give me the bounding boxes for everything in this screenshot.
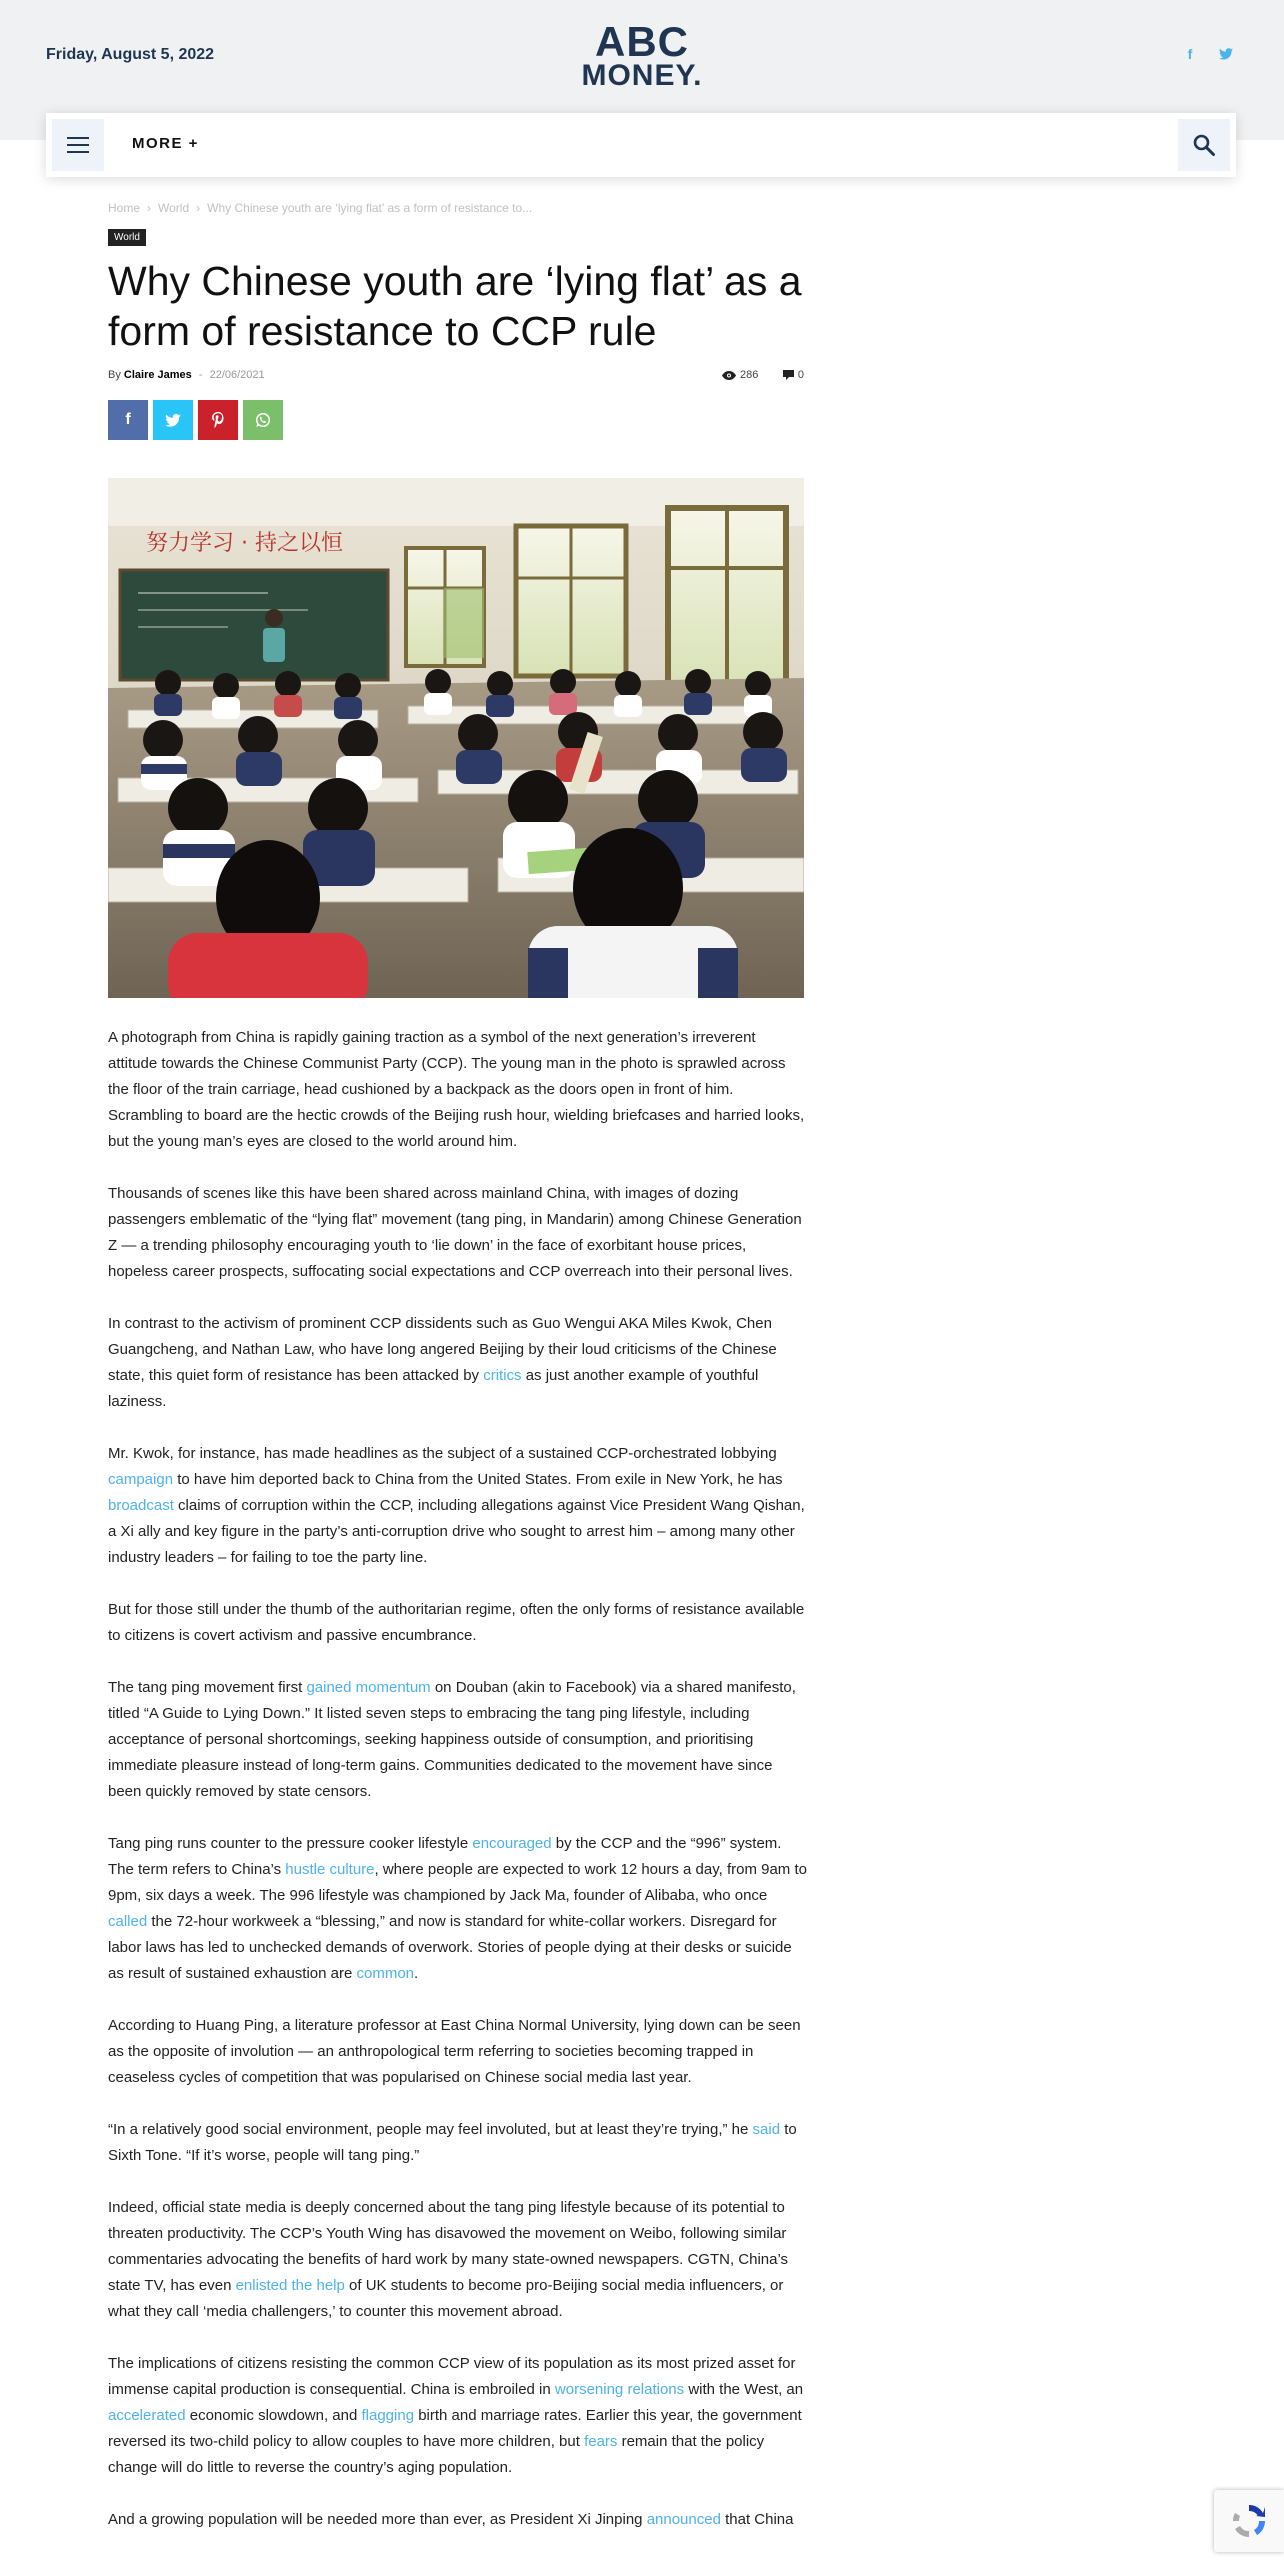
pinterest-icon[interactable] [198, 400, 238, 440]
search-icon[interactable] [1178, 119, 1230, 171]
paragraph: But for those still under the thumb of the authoritarian regime, often the only forms of resistance available to citizens is covert activism and passive encumbrance. [108, 1601, 805, 1644]
twitter-icon[interactable] [153, 400, 193, 440]
recaptcha-badge[interactable] [1214, 2490, 1284, 2552]
views-counter [722, 369, 758, 381]
article-link[interactable]: flagging [361, 2407, 415, 2424]
article-link[interactable]: campaign [108, 1471, 174, 1488]
breadcrumb-section[interactable]: World [158, 201, 190, 215]
article-link[interactable]: said [752, 2121, 781, 2138]
header-social-links [1178, 42, 1238, 66]
byline-prefix: By [108, 369, 121, 381]
article-link[interactable]: enlisted the help [235, 2277, 345, 2294]
twitter-icon[interactable] [1214, 42, 1238, 66]
site-logo[interactable] [580, 18, 704, 92]
article-link[interactable]: fears [584, 2433, 618, 2450]
article-link[interactable]: gained momentum [306, 1679, 431, 1696]
article-link[interactable]: worsening relations [554, 2381, 685, 2398]
paragraph: Tang ping runs counter to the pressure cooker lifestyle encouraged by the CCP and the “996” system. The term refers to China’s hustle culture, where people are expected to work 12 hours a day, from 9am to 9pm, six days a week. The 996 lifestyle was championed by Jack Ma, founder of Alibaba, who once called the 72-hour workweek a “blessing,” and now is standard for white-collar workers. Disregard for labor laws has led to unchecked demands of overwork. Stories of people dying at their desks or suicide as result of sustained exhaustion are common. [108, 1835, 807, 1982]
article-link[interactable]: hustle culture [285, 1861, 375, 1878]
breadcrumb-home[interactable]: Home [108, 201, 141, 215]
paragraph: In contrast to the activism of prominent CCP dissidents such as Guo Wengui AKA Miles Kwok, Chen Guangcheng, and Nathan Law, who have long angered Beijing by their loud criticisms of the Chinese state, this quiet form of resistance has been attacked by critics as just another example of youthful laziness. [108, 1315, 777, 1410]
paragraph: Thousands of scenes like this have been shared across mainland China, with images of dozing passengers emblematic of the “lying flat” movement (tang ping, in Mandarin) among Chinese Generation Z — a trending philosophy encouraging youth to ‘lie down’ in the face of exorbitant house prices, hopeless career prospects, suffocating social expectations and CCP overreach into their personal lives. [108, 1185, 802, 1280]
current-date: Friday, August 5, 2022 [46, 46, 215, 63]
hamburger-menu-icon[interactable] [52, 119, 104, 171]
breadcrumb-separator-icon: › [147, 201, 152, 215]
paragraph: According to Huang Ping, a literature professor at East China Normal University, lying down can be seen as the opposite of involution — an anthropological term referring to societies becoming trapped in ceaseless cycles of competition that was popularised on Chinese social media last year. [108, 2017, 801, 2086]
paragraph: The implications of citizens resisting the common CCP view of its population as its most prized asset for immense capital production is consequential. China is embroiled in worsening relations with the West, an accelerated economic slowdown, and flagging birth and marriage rates. Earlier this year, the government reversed its two-child policy to allow couples to have more children, but fears remain that the policy change will do little to reverse the country’s aging population. [108, 2355, 804, 2476]
share-buttons [108, 400, 283, 440]
breadcrumb [108, 201, 532, 215]
paragraph: Indeed, official state media is deeply concerned about the tang ping lifestyle because of its potential to threaten productivity. The CCP’s Youth Wing has disavowed the movement on Weibo, following similar commentaries advocating the benefits of hard work by many state-owned newspapers. CGTN, China’s state TV, has even enlisted the help of UK students to become pro-Beijing social media influencers, or what they call ‘media challengers,’ to counter this movement abroad. [108, 2199, 789, 2320]
paragraph: “In a relatively good social environment, people may feel involuted, but at least they’re trying,” he said to Sixth Tone. “If it’s worse, people will tang ping.” [108, 2121, 797, 2164]
paragraph: And a growing population will be needed more than ever, as President Xi Jinping announced that China [108, 2511, 794, 2528]
eye-icon [722, 371, 736, 380]
article-link[interactable]: called [108, 1913, 148, 1930]
breadcrumb-separator-icon: › [196, 201, 201, 215]
featured-image [108, 478, 804, 998]
paragraph: The tang ping movement first gained momentum on Douban (akin to Facebook) via a shared manifesto, titled “A Guide to Lying Down.” It listed seven steps to embracing the tang ping lifestyle, including acceptance of personal shortcomings, seeking happiness outside of consumption, and prioritising immediate pleasure instead of long-term gains. Communities dedicated to the movement have since been quickly removed by state censors. [108, 1679, 796, 1800]
recaptcha-icon [1229, 2501, 1269, 2541]
article-body [108, 1025, 808, 2559]
paragraph: A photograph from China is rapidly gaining traction as a symbol of the next generation’s irreverent attitude towards the Chinese Communist Party (CCP). The young man in the photo is sprawled across the floor of the train carriage, head cushioned by a backpack as the doors open in front of him. Scrambling to board are the hectic crowds of the Beijing rush hour, wielding briefcases and harried looks, but the young man’s eyes are closed to the world around him. [108, 1029, 805, 1150]
author-name[interactable]: Claire James [123, 369, 192, 381]
whatsapp-icon[interactable] [243, 400, 283, 440]
comment-icon [783, 370, 794, 380]
article-link[interactable]: broadcast [108, 1497, 174, 1514]
more-menu-button[interactable]: MORE + [132, 135, 199, 152]
article-link[interactable]: critics [483, 1367, 522, 1384]
article-title: Why Chinese youth are ‘lying flat’ as a form of resistance to CCP rule [108, 258, 802, 354]
logo-line-2: MONEY. [581, 59, 703, 92]
main-navigation [46, 113, 1236, 177]
meta-separator: - [198, 369, 203, 381]
article-stats [722, 369, 804, 381]
comments-counter[interactable] [783, 369, 804, 381]
breadcrumb-current: Why Chinese youth are ‘lying flat’ as a form of resistance to... [207, 201, 533, 215]
views-count: 286 [740, 369, 759, 381]
article-link[interactable]: common [356, 1965, 415, 1982]
publish-date: 22/06/2021 [209, 369, 265, 381]
classroom-photo [108, 478, 804, 998]
article-link[interactable]: announced [646, 2511, 721, 2528]
facebook-icon[interactable]: f [108, 400, 148, 440]
article-link[interactable]: accelerated [108, 2407, 186, 2424]
comments-count: 0 [797, 369, 804, 381]
article-link[interactable]: encouraged [472, 1835, 552, 1852]
paragraph: Mr. Kwok, for instance, has made headlines as the subject of a sustained CCP-orchestrated lobbying campaign to have him deported back to China from the United States. From exile in New York, he has broadcast claims of corruption within the CCP, including allegations against Vice President Wang Qishan, a Xi ally and key figure in the party’s anti-corruption drive who sought to arrest him – among many other industry leaders – for failing to toe the party line. [108, 1445, 805, 1566]
logo-line-1: ABC [595, 18, 689, 65]
facebook-icon[interactable]: f [1187, 46, 1193, 62]
banner-text: 努力学习 · 持之以恒 [146, 531, 343, 556]
article-meta [108, 369, 265, 381]
category-tag[interactable]: World [108, 229, 146, 246]
